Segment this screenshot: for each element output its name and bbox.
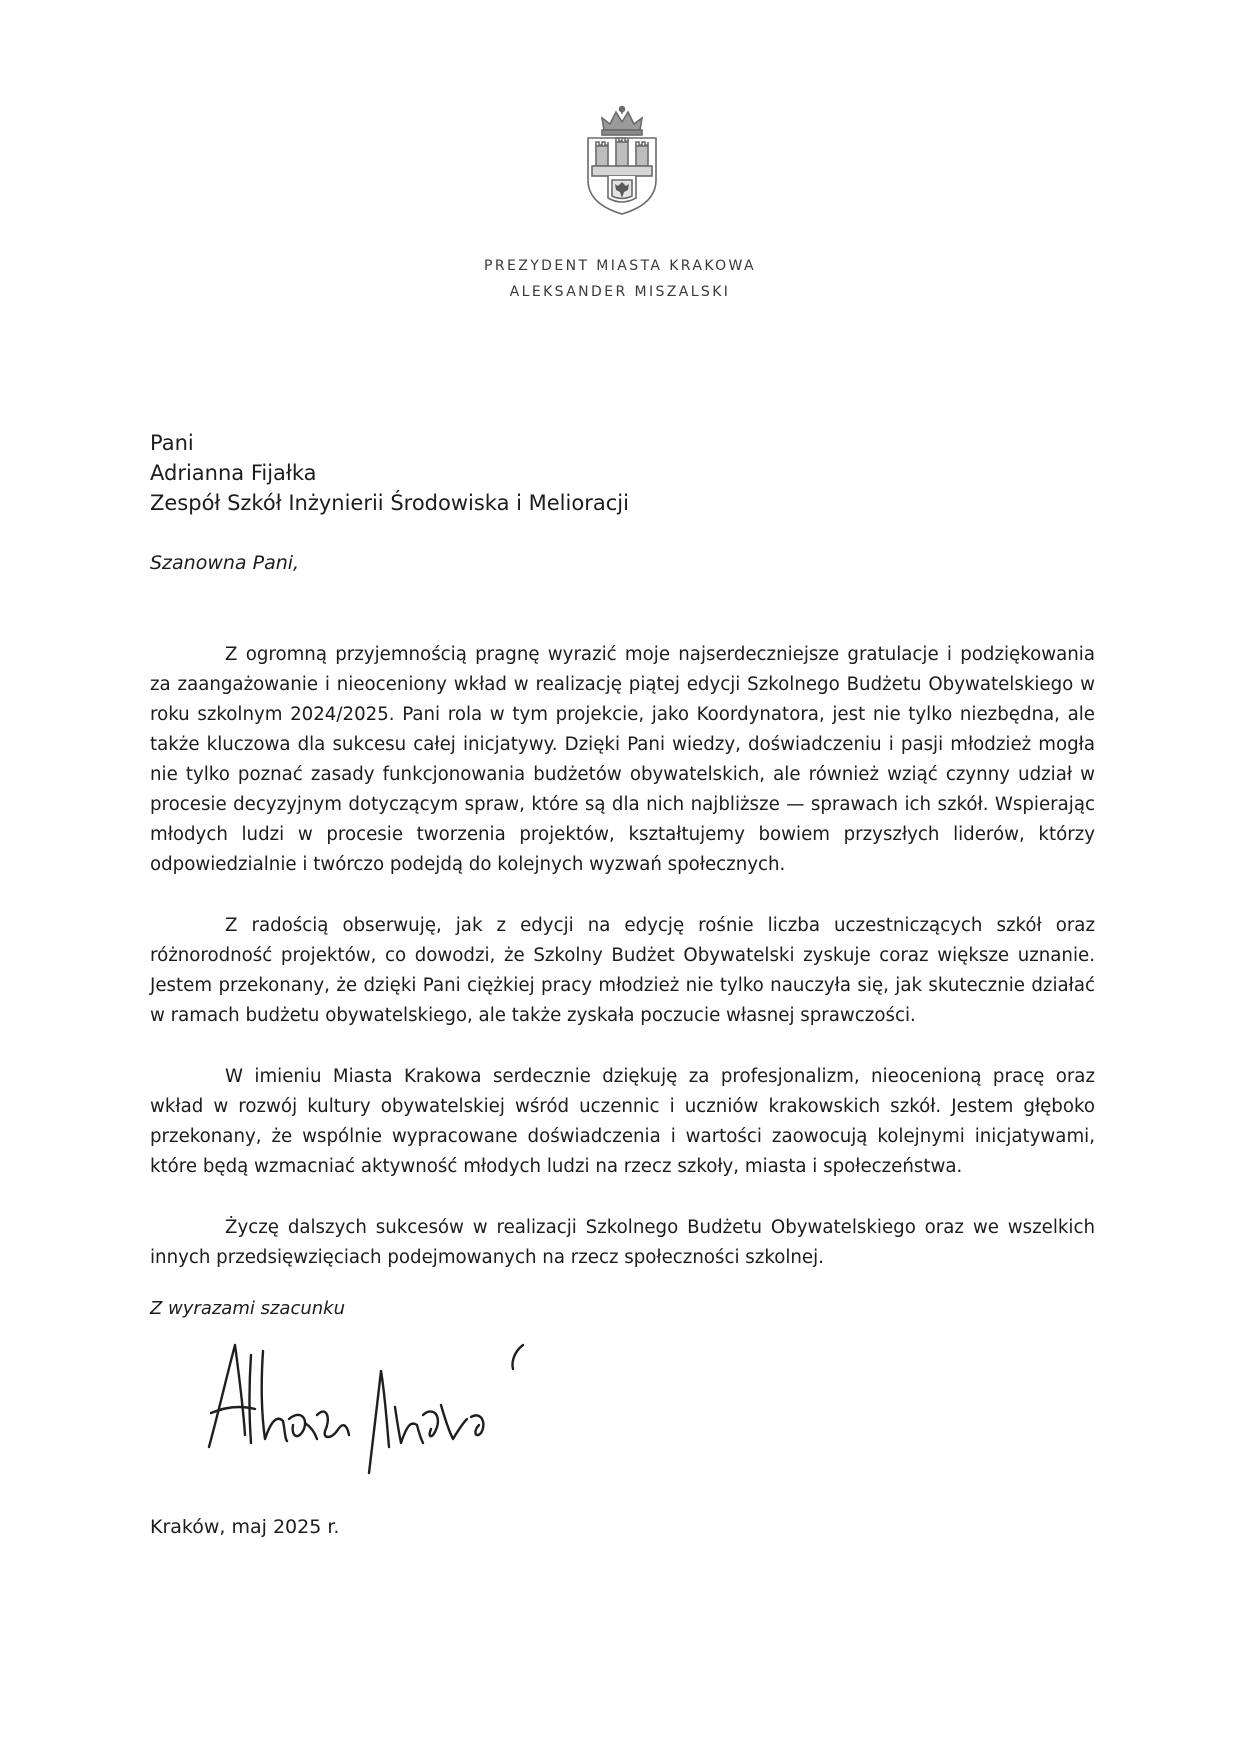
letterhead-name: ALEKSANDER MISZALSKI (509, 284, 731, 300)
recipient-institution: Zespół Szkół Inżynierii Środowiska i Melioracji (150, 491, 629, 515)
body-paragraph: Z ogromną przyjemnością pragnę wyrazić moje najserdeczniejsze gratulacje i podziękowania za zaangażowanie i nieoceniony wkład w realizację piątej edycji Szkolnego Budżetu Obywatelskiego w roku szkolnym 2024/2025. Pani rola w tym projekcie, jako Koordynatora, jest nie tylko niezbędna, ale także kluczowa dla sukcesu całej inicjatywy. Dzięki Pani wiedzy, doświadczeniu i pasji młodzież mogła nie tylko poznać zasady funkcjonowania budżetów obywatelskich, ale również wziąć czynny udział w procesie decyzyjnym dotyczącym spraw, które są dla nich najbliższe — sprawach ich szkół. Wspierając młodych ludzi w procesie tworzenia projektów, kształtujemy bowiem przyszłych liderów, którzy odpowiedzialnie i twórczo podejdą do kolejnych wyzwań społecznych. (150, 644, 1095, 875)
recipient-name: Adrianna Fijałka (150, 461, 317, 485)
body-paragraph: Z radością obserwuję, jak z edycji na edycję rośnie liczba uczestniczących szkół oraz różnorodność projektów, co dowodzi, że Szkolny Budżet Obywatelski zyskuje coraz większe uznanie. Jestem przekonany, że dzięki Pani ciężkiej pracy młodzież nie tylko nauczyła się, jak skutecznie działać w ramach budżetu obywatelskiego, ale także zyskała poczucie własnej sprawczości. (150, 915, 1095, 1026)
letterhead-office: PREZYDENT MIASTA KRAKOWA (483, 258, 757, 274)
krakow-coat-of-arms-icon (582, 104, 662, 216)
salutation: Szanowna Pani, (150, 552, 300, 574)
recipient-title: Pani (150, 431, 194, 455)
recipient-block (150, 428, 629, 518)
handwritten-signature (205, 1335, 565, 1475)
body-paragraph: W imieniu Miasta Krakowa serdecznie dziękuję za profesjonalizm, nieocenioną pracę oraz wkład w rozwój kultury obywatelskiej wśród uczennic i uczniów krakowskich szkół. Jestem głęboko przekonany, że wspólnie wypracowane doświadczenia i wartości zaowocują kolejnymi inicjatywami, które będą wzmacniać aktywność młodych ludzi na rzecz szkoły, miasta i społeczeństwa. (150, 1066, 1095, 1177)
closing: Z wyrazami szacunku (150, 1298, 345, 1319)
place-date: Kraków, maj 2025 r. (150, 1516, 340, 1538)
letter-body (150, 640, 1095, 1273)
body-paragraph: Życzę dalszych sukcesów w realizacji Szkolnego Budżetu Obywatelskiego oraz we wszelkich innych przedsięwzięciach podejmowanych na rzecz społeczności szkolnej. (150, 1217, 1095, 1268)
